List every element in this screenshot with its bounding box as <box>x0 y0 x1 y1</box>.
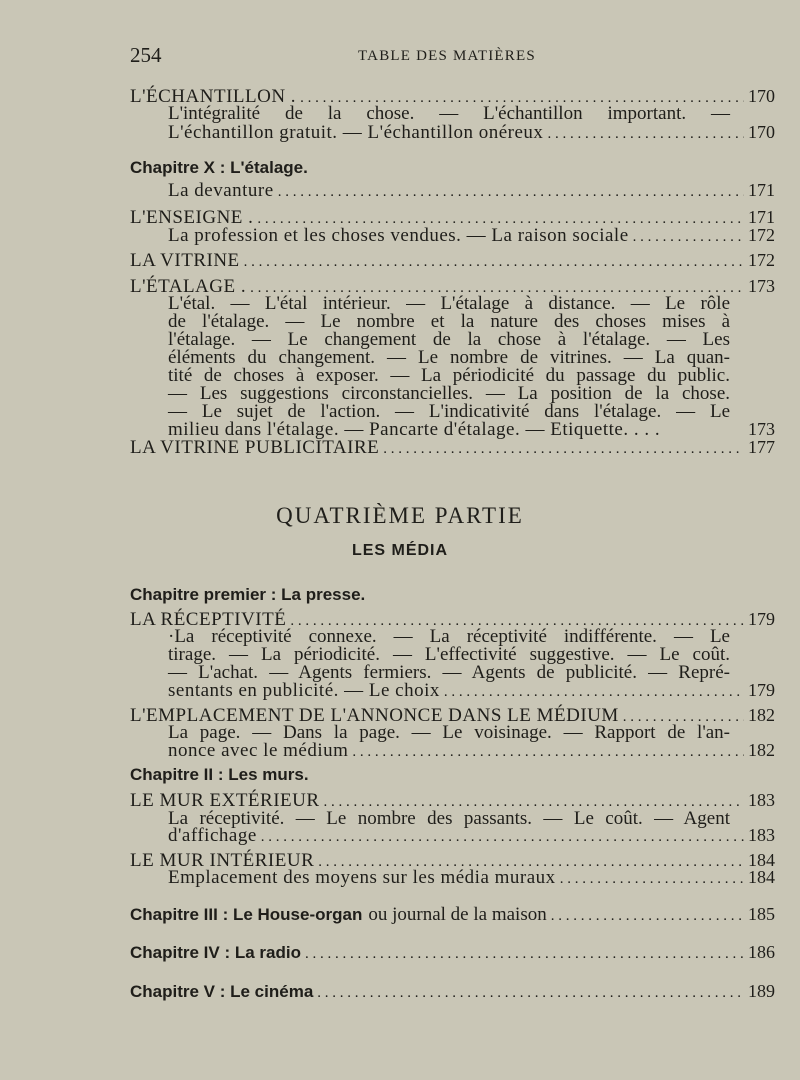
leader-dots <box>352 744 744 761</box>
toc-page-number: 172 <box>748 225 775 245</box>
toc-page-number: 183 <box>748 790 775 810</box>
toc-subentry-receptivite[interactable] <box>168 680 775 702</box>
chapter-label: Chapitre IV : La radio <box>130 943 301 962</box>
toc-description-line: L'étal. — L'étal intérieur. — L'étalage à distance. — Le rôle <box>168 293 730 314</box>
toc-page-number: 171 <box>748 180 775 200</box>
part-title: QUATRIÈME PARTIE <box>276 503 524 528</box>
toc-subentry-mur-exterieur[interactable] <box>168 825 775 847</box>
toc-entry-vitrine-publicitaire[interactable] <box>130 437 775 459</box>
toc-subentry-mur-interieur[interactable] <box>168 867 775 889</box>
toc-subentry-enseigne[interactable] <box>168 225 775 247</box>
toc-page-number: 184 <box>748 867 775 887</box>
leader-dots <box>383 441 744 458</box>
toc-entry-vitrine[interactable] <box>130 250 775 272</box>
toc-page-number: 170 <box>748 86 775 106</box>
toc-entry-title: L'ÉTALAGE . <box>130 276 247 297</box>
toc-entry-title: nonce avec le médium <box>168 740 349 761</box>
chapter-heading-2[interactable]: Chapitre II : Les murs. <box>130 765 309 784</box>
running-title: TABLE DES MATIÈRES <box>358 48 536 64</box>
chapter-heading-x[interactable]: Chapitre X : L'étalage. <box>130 158 308 177</box>
leader-dots <box>444 684 744 701</box>
chapter-entry-4[interactable] <box>130 942 775 963</box>
toc-description-line: de l'étalage. — Le nombre et la nature des choses mises à <box>168 311 730 332</box>
toc-page-number: 177 <box>748 437 775 457</box>
toc-description-line: La page. — Dans la page. — Le voisinage. — Rapport de l'an- <box>168 722 730 743</box>
toc-page-number: 185 <box>748 904 775 924</box>
chapter-entry-3[interactable] <box>130 904 775 926</box>
chapter-label: Chapitre V : Le cinéma <box>130 982 314 1001</box>
leader-dots <box>317 985 744 1002</box>
toc-page-number: 179 <box>748 609 775 629</box>
toc-description-line: — Les suggestions circonstancielles. — La position de la chose. <box>168 383 730 404</box>
toc-page-number: 183 <box>748 825 775 845</box>
leader-dots <box>278 184 744 201</box>
toc-entry-title: Emplacement des moyens sur les média muraux <box>168 867 556 888</box>
toc-subentry-echantillon[interactable] <box>168 122 775 144</box>
toc-description-line: éléments du changement. — Le nombre de vitrines. — La quan- <box>168 347 730 368</box>
toc-description-line: tirage. — La périodicité. — L'effectivité suggestive. — Le coût. <box>168 644 730 665</box>
toc-page-number: 189 <box>748 981 775 1001</box>
toc-entry-title: d'affichage <box>168 825 257 846</box>
toc-page-number: 171 <box>748 207 775 227</box>
toc-entry-title: LA VITRINE <box>130 250 240 271</box>
toc-entry-devanture[interactable] <box>130 180 775 202</box>
toc-entry-title: LE MUR EXTÉRIEUR <box>130 790 320 811</box>
leader-dots <box>261 829 744 846</box>
chapter-label-rest: ou journal de la maison <box>368 904 547 925</box>
toc-page-number: 182 <box>748 740 775 760</box>
toc-page-number: 172 <box>748 250 775 270</box>
toc-page-number: 173 <box>748 419 775 439</box>
toc-entry-title: LE MUR INTÉRIEUR <box>130 850 315 871</box>
page-number: 254 <box>130 43 162 67</box>
toc-entry-title: L'ÉCHANTILLON . <box>130 86 297 107</box>
toc-entry-title: LA VITRINE PUBLICITAIRE <box>130 437 380 458</box>
toc-page-number: 186 <box>748 942 775 962</box>
toc-entry-title: sentants en publicité. — Le choix <box>168 680 440 701</box>
chapter-entry-5[interactable] <box>130 981 775 1002</box>
leader-dots <box>633 229 744 246</box>
part-subtitle: LES MÉDIA <box>351 542 449 559</box>
leader-dots <box>560 871 744 888</box>
toc-page-number: 173 <box>748 276 775 296</box>
toc-page-number: 179 <box>748 680 775 700</box>
chapter-label: Chapitre III : Le House-organ <box>130 905 363 924</box>
toc-description-line: La réceptivité. — Le nombre des passants. — Le coût. — Agent <box>168 808 730 829</box>
toc-description-line: tité de choses à exposer. — La périodicité du passage du public. <box>168 365 730 386</box>
toc-description-line: — Le sujet de l'action. — L'indicativité dans l'étalage. — Le <box>168 401 730 422</box>
leader-dots <box>551 908 744 925</box>
toc-entry-title: LA RÉCEPTIVITÉ <box>130 609 287 630</box>
toc-page-number: 182 <box>748 705 775 725</box>
toc-entry-title: milieu dans l'étalage. — Pancarte d'étalage. — Etiquette. . . . <box>168 419 661 440</box>
leader-dots <box>547 126 744 143</box>
toc-entry-title: La devanture <box>168 180 274 201</box>
leader-dots <box>244 254 744 271</box>
toc-entry-title: L'EMPLACEMENT DE L'ANNONCE DANS LE MÉDIUM <box>130 705 619 726</box>
toc-subentry-emplacement[interactable] <box>168 740 775 762</box>
toc-description-line: — L'achat. — Agents fermiers. — Agents de publicité. — Repré- <box>168 662 730 683</box>
toc-entry-title: L'ENSEIGNE . <box>130 207 254 228</box>
toc-entry-title: La profession et les choses vendues. — La raison sociale <box>168 225 629 246</box>
toc-description-line: ·La réceptivité connexe. — La réceptivité indifférente. — Le <box>168 626 730 647</box>
toc-description-line: L'intégralité de la chose. — L'échantillon important. — <box>168 103 730 124</box>
chapter-heading-1[interactable]: Chapitre premier : La presse. <box>130 585 366 604</box>
toc-page-number: 170 <box>748 122 775 142</box>
toc-description-line: l'étalage. — Le changement de la chose à l'étalage. — Les <box>168 329 730 350</box>
toc-page-number: 184 <box>748 850 775 870</box>
toc-entry-title: L'échantillon gratuit. — L'échantillon onéreux <box>168 122 544 143</box>
leader-dots <box>305 946 744 963</box>
